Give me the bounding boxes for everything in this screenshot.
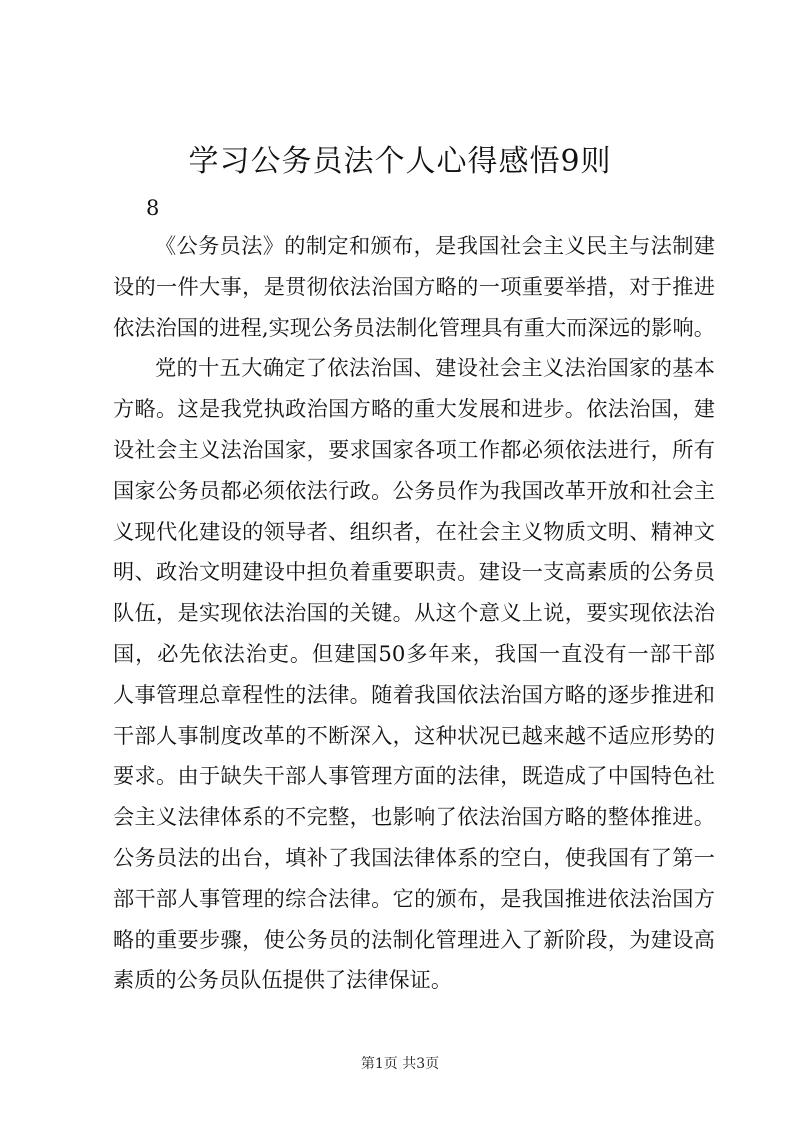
section-marker: 8	[146, 196, 160, 220]
paragraph-2-line-9: 人事管理总章程性的法律。随着我国依法治国方略的逐步推进和	[113, 681, 715, 707]
paragraph-2-line-16: 素质的公务员队伍提供了法律保证。	[113, 967, 453, 993]
paragraph-2-line-2: 方略。这是我党执政治国方略的重大发展和进步。依法治国，建	[113, 396, 715, 422]
paragraph-2-line-5: 义现代化建设的领导者、组织者，在社会主义物质文明、精神文	[113, 518, 715, 544]
paragraph-1-line-1: 《公务员法》的制定和颁布，是我国社会主义民主与法制建	[155, 233, 715, 258]
paragraph-1-line-3: 依法治国的进程,实现公务员法制化管理具有重大而深远的影响。	[113, 314, 715, 340]
paragraph-2-line-12: 会主义法律体系的不完整，也影响了依法治国方略的整体推进。	[113, 804, 715, 830]
paragraph-1-line-2: 设的一件大事，是贯彻依法治国方略的一项重要举措，对于推进	[113, 273, 715, 299]
paragraph-2-line-11: 要求。由于缺失干部人事管理方面的法律，既造成了中国特色社	[113, 763, 715, 789]
paragraph-2-line-15: 略的重要步骤，使公务员的法制化管理进入了新阶段，为建设高	[113, 926, 715, 952]
paragraph-2-line-1: 党的十五大确定了依法治国、建设社会主义法治国家的基本	[155, 355, 715, 381]
paragraph-2-line-3: 设社会主义法治国家，要求国家各项工作都必须依法进行，所有	[113, 436, 715, 462]
document-title: 学习公务员法个人心得感悟9则	[188, 144, 612, 179]
page-footer: 第1页 共3页	[360, 1056, 440, 1072]
paragraph-2-line-10: 干部人事制度改革的不断深入，这种状况已越来越不适应形势的	[113, 722, 715, 748]
paragraph-2-line-4: 国家公务员都必须依法行政。公务员作为我国改革开放和社会主	[113, 477, 715, 503]
document-body	[113, 226, 715, 1001]
paragraph-2-line-13: 公务员法的出台，填补了我国法律体系的空白，使我国有了第一	[113, 844, 715, 870]
paragraph-2-line-14: 部干部人事管理的综合法律。它的颁布，是我国推进依法治国方	[113, 885, 715, 911]
paragraph-2-line-7: 队伍，是实现依法治国的关键。从这个意义上说，要实现依法治	[113, 600, 715, 626]
paragraph-2-line-6: 明、政治文明建设中担负着重要职责。建设一支高素质的公务员	[113, 559, 715, 585]
paragraph-2-line-8: 国，必先依法治吏。但建国50多年来，我国一直没有一部干部	[113, 640, 715, 666]
